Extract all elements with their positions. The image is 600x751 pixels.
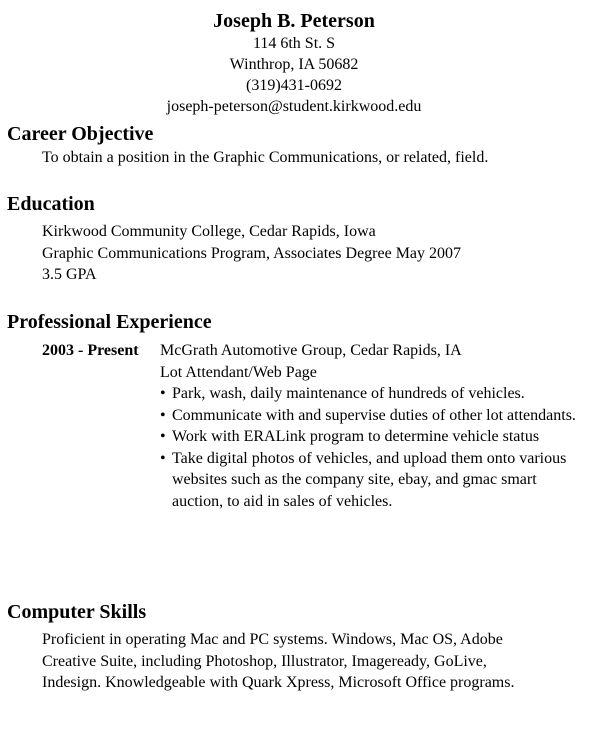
skills-line: Creative Suite, including Photoshop, Illustrator, Imageready, GoLive, <box>42 652 487 670</box>
address-line-2: Winthrop, IA 50682 <box>229 56 359 73</box>
job-role: Lot Attendant/Web Page <box>160 363 317 381</box>
bullet-icon: • <box>160 428 166 445</box>
bullet-icon: • <box>160 449 166 467</box>
education-line: Graphic Communications Program, Associates Degree May 2007 <box>42 244 462 262</box>
computer-skills-block <box>42 629 592 694</box>
candidate-name: Joseph B. Peterson <box>213 10 375 32</box>
education-line: Kirkwood Community College, Cedar Rapids, Iowa <box>42 223 376 240</box>
employer-name: McGrath Automotive Group, Cedar Rapids, IA <box>160 342 462 359</box>
responsibility-text: Take digital photos of vehicles, and upload them onto various websites such as the company site, ebay, and gmac smart auction, to aid in sales of vehicles. <box>172 449 567 510</box>
education-line: 3.5 GPA <box>42 266 97 283</box>
responsibility-item <box>160 448 590 513</box>
education-block <box>42 221 592 286</box>
skills-line: Proficient in operating Mac and PC systems. Windows, Mac OS, Adobe <box>42 631 503 648</box>
education-heading: Education <box>7 193 95 215</box>
experience-heading: Professional Experience <box>7 311 212 333</box>
resume-header <box>0 9 588 117</box>
responsibility-item <box>160 383 590 405</box>
experience-details <box>160 340 590 512</box>
responsibility-item <box>160 426 590 448</box>
experience-dates: 2003 - Present <box>42 342 139 359</box>
responsibility-text: Park, wash, daily maintenance of hundreds of vehicles. <box>172 385 525 402</box>
email-address: joseph-peterson@student.kirkwood.edu <box>166 98 422 115</box>
career-objective-line: To obtain a position in the Graphic Communications, or related, field. <box>42 149 489 166</box>
career-objective-heading: Career Objective <box>7 123 154 145</box>
bullet-icon: • <box>160 385 166 402</box>
skills-line: Indesign. Knowledgeable with Quark Xpress, Microsoft Office programs. <box>42 674 515 691</box>
responsibility-text: Work with ERALink program to determine vehicle status <box>172 428 540 445</box>
computer-skills-heading: Computer Skills <box>7 601 147 623</box>
responsibility-list <box>160 383 590 512</box>
responsibility-text: Communicate with and supervise duties of other lot attendants. <box>172 406 576 424</box>
bullet-icon: • <box>160 406 166 424</box>
career-objective-text <box>42 147 592 169</box>
responsibility-item <box>160 405 590 427</box>
address-line-1: 114 6th St. S <box>252 35 336 52</box>
phone-number: (319)431-0692 <box>246 77 342 94</box>
